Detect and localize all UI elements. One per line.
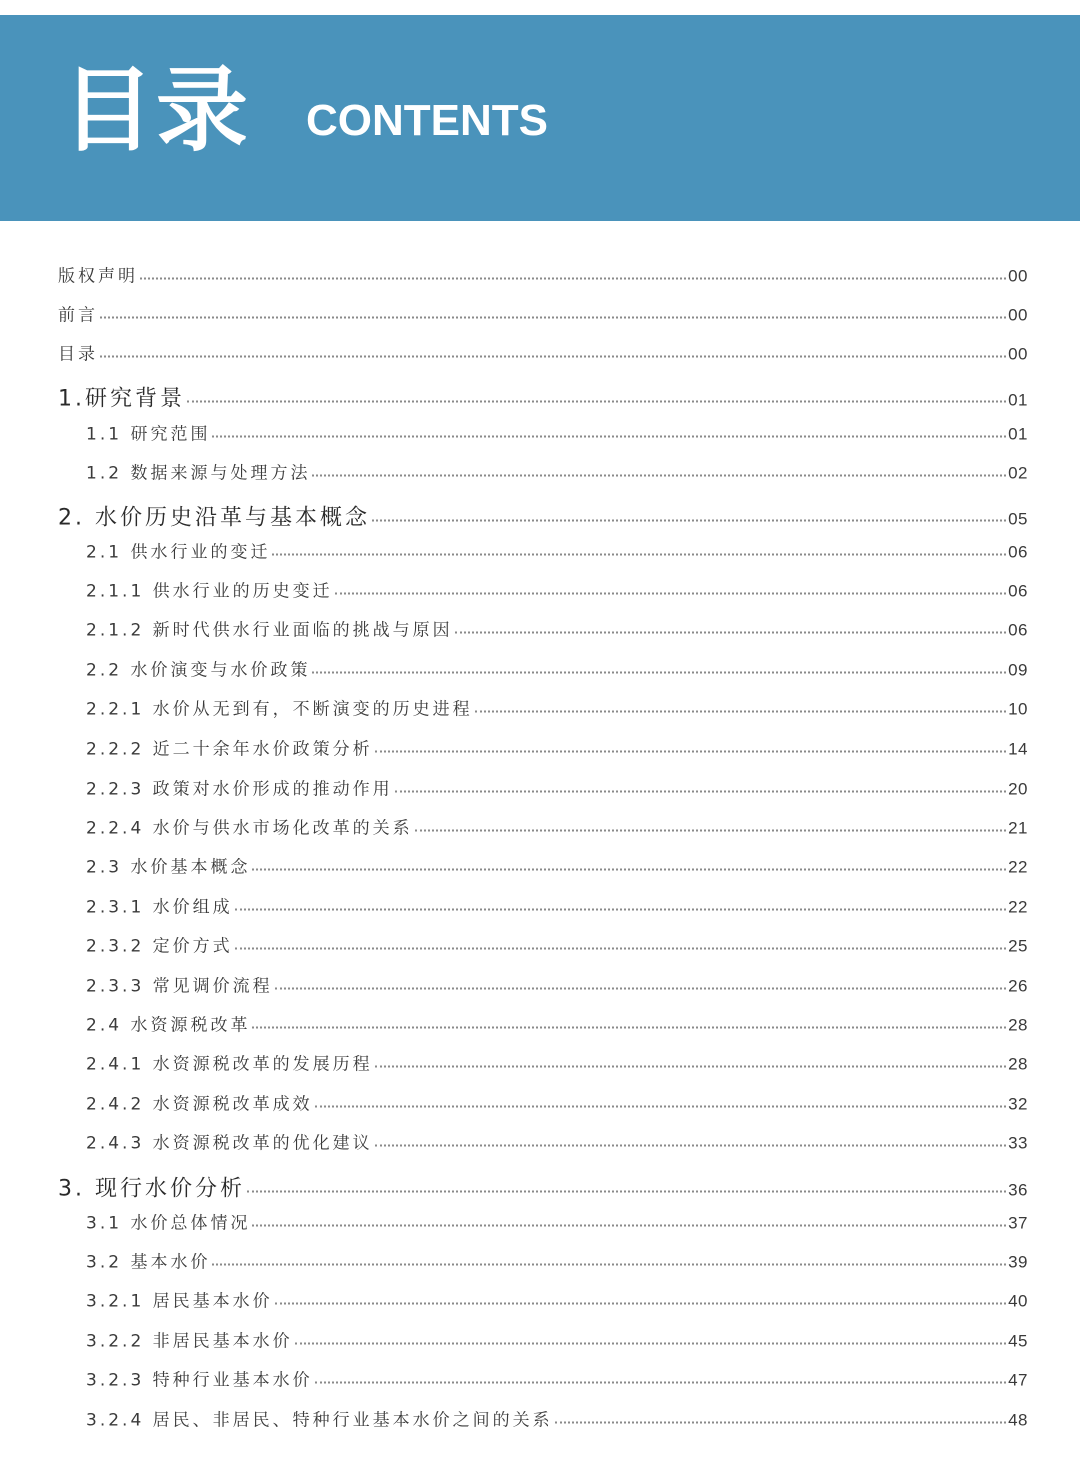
dot-leader — [212, 435, 1006, 437]
page-title: 目录 — [62, 57, 251, 164]
toc-entry-title: 2.3 水价基本概念 — [86, 857, 251, 878]
toc-entry-title: 3.2 基本水价 — [86, 1252, 211, 1273]
toc-entry-page-number: 01 — [1008, 390, 1028, 410]
toc-entry[interactable] — [58, 262, 1028, 287]
dot-leader — [235, 908, 1006, 910]
toc-entry-title: 2.2 水价演变与水价政策 — [86, 660, 311, 681]
toc-entry-title: 2.2.3 政策对水价形成的推动作用 — [86, 779, 393, 800]
dot-leader — [312, 474, 1006, 476]
dot-leader — [375, 750, 1006, 752]
toc-entry-title: 1.研究背景 — [58, 386, 185, 412]
toc-entry[interactable] — [86, 775, 1028, 800]
dot-leader — [187, 400, 1006, 402]
toc-entry-title: 前言 — [58, 305, 98, 326]
toc-entry[interactable] — [86, 893, 1028, 918]
toc-entry-title: 2.2.1 水价从无到有，不断演变的历史进程 — [86, 699, 473, 720]
toc-entry-title: 3. 现行水价分析 — [58, 1176, 245, 1202]
toc-entry-title: 2.3.3 常见调价流程 — [86, 976, 273, 997]
toc-entry-title: 2.4 水资源税改革 — [86, 1015, 251, 1036]
toc-entry[interactable] — [86, 616, 1028, 641]
toc-entry[interactable] — [86, 1209, 1028, 1234]
dot-leader — [252, 868, 1006, 870]
toc-entry[interactable] — [58, 1172, 1028, 1203]
dot-leader — [235, 947, 1006, 949]
dot-leader — [315, 1105, 1006, 1107]
toc-entry[interactable] — [86, 1050, 1028, 1075]
toc-entry[interactable] — [86, 932, 1028, 957]
toc-entry-page-number: 14 — [1008, 739, 1028, 759]
toc-entry-title: 2.4.3 水资源税改革的优化建议 — [86, 1133, 373, 1154]
toc-entry-page-number: 28 — [1008, 1054, 1028, 1074]
toc-entry[interactable] — [86, 420, 1028, 445]
toc-entry-title: 3.1 水价总体情况 — [86, 1213, 251, 1234]
dot-leader — [275, 987, 1006, 989]
toc-entry-title: 3.2.2 非居民基本水价 — [86, 1331, 293, 1352]
toc-entry[interactable] — [86, 814, 1028, 839]
dot-leader — [395, 790, 1006, 792]
toc-entry-title: 2.1.2 新时代供水行业面临的挑战与原因 — [86, 620, 453, 641]
toc-entry[interactable] — [86, 695, 1028, 720]
toc-entry[interactable] — [86, 1248, 1028, 1273]
dot-leader — [372, 519, 1006, 521]
toc-entry[interactable] — [58, 340, 1028, 365]
toc-entry-page-number: 22 — [1008, 857, 1028, 877]
toc-entry-page-number: 25 — [1008, 936, 1028, 956]
toc-entry-title: 2.1.1 供水行业的历史变迁 — [86, 581, 333, 602]
dot-leader — [375, 1065, 1006, 1067]
toc-entry-title: 版权声明 — [58, 266, 138, 287]
toc-entry-page-number: 06 — [1008, 581, 1028, 601]
toc-entry-page-number: 21 — [1008, 818, 1028, 838]
toc-entry[interactable] — [86, 1327, 1028, 1352]
toc-entry[interactable] — [86, 853, 1028, 878]
toc-entry-title: 2.3.1 水价组成 — [86, 897, 233, 918]
dot-leader — [335, 592, 1006, 594]
dot-leader — [272, 553, 1006, 555]
toc-entry-page-number: 06 — [1008, 620, 1028, 640]
dot-leader — [252, 1224, 1006, 1226]
toc-entry[interactable] — [86, 1129, 1028, 1154]
toc-entry-page-number: 32 — [1008, 1094, 1028, 1114]
toc-entry[interactable] — [86, 656, 1028, 681]
toc-entry-page-number: 28 — [1008, 1015, 1028, 1035]
toc-entry-page-number: 00 — [1008, 344, 1028, 364]
toc-entry-title: 3.2.1 居民基本水价 — [86, 1291, 273, 1312]
toc-entry[interactable] — [58, 501, 1028, 532]
toc-entry[interactable] — [86, 1366, 1028, 1391]
toc-entry-page-number: 36 — [1008, 1180, 1028, 1200]
toc-entry-title: 2. 水价历史沿革与基本概念 — [58, 505, 370, 531]
toc-entry-title: 2.4.2 水资源税改革成效 — [86, 1094, 313, 1115]
dot-leader — [475, 710, 1006, 712]
toc-entry-title: 2.2.4 水价与供水市场化改革的关系 — [86, 818, 413, 839]
toc-entry-page-number: 33 — [1008, 1133, 1028, 1153]
toc-entry[interactable] — [86, 538, 1028, 563]
toc-entry-page-number: 47 — [1008, 1370, 1028, 1390]
dot-leader — [212, 1263, 1006, 1265]
dot-leader — [140, 277, 1006, 279]
dot-leader — [315, 1381, 1006, 1383]
toc-entry-page-number: 06 — [1008, 542, 1028, 562]
toc-entry-title: 目录 — [58, 344, 98, 365]
toc-entry-title: 2.1 供水行业的变迁 — [86, 542, 271, 563]
toc-entry[interactable] — [86, 1011, 1028, 1036]
dot-leader — [252, 1026, 1006, 1028]
toc-entry-page-number: 10 — [1008, 699, 1028, 719]
dot-leader — [247, 1190, 1006, 1192]
toc-entry-title: 3.2.4 居民、非居民、特种行业基本水价之间的关系 — [86, 1410, 553, 1431]
toc-entry-page-number: 48 — [1008, 1410, 1028, 1430]
toc-entry[interactable] — [86, 972, 1028, 997]
dot-leader — [312, 671, 1006, 673]
toc-entry-page-number: 09 — [1008, 660, 1028, 680]
dot-leader — [415, 829, 1006, 831]
dot-leader — [100, 316, 1006, 318]
toc-entry[interactable] — [86, 1406, 1028, 1431]
dot-leader — [375, 1144, 1006, 1146]
toc-entry-page-number: 45 — [1008, 1331, 1028, 1351]
toc-entry-page-number: 20 — [1008, 779, 1028, 799]
toc-entry-title: 1.1 研究范围 — [86, 424, 211, 445]
toc-entry-title: 1.2 数据来源与处理方法 — [86, 463, 311, 484]
toc-entry-title: 2.2.2 近二十余年水价政策分析 — [86, 739, 373, 760]
toc-entry[interactable] — [58, 382, 1028, 413]
toc-entry-page-number: 37 — [1008, 1213, 1028, 1233]
toc-entry[interactable] — [86, 735, 1028, 760]
dot-leader — [295, 1342, 1006, 1344]
toc-entry-page-number: 00 — [1008, 266, 1028, 286]
toc-entry-page-number: 02 — [1008, 463, 1028, 483]
page-title-english: CONTENTS — [306, 96, 548, 145]
toc-entry[interactable] — [86, 577, 1028, 602]
toc-entry-page-number: 39 — [1008, 1252, 1028, 1272]
toc-entry-page-number: 05 — [1008, 509, 1028, 529]
toc-entry-title: 3.2.3 特种行业基本水价 — [86, 1370, 313, 1391]
toc-entry[interactable] — [86, 1090, 1028, 1115]
dot-leader — [275, 1302, 1006, 1304]
toc-entry-title: 2.4.1 水资源税改革的发展历程 — [86, 1054, 373, 1075]
toc-entry[interactable] — [86, 459, 1028, 484]
toc-entry[interactable] — [86, 1287, 1028, 1312]
toc-entry-title: 2.3.2 定价方式 — [86, 936, 233, 957]
dot-leader — [100, 355, 1006, 357]
toc-entry-page-number: 22 — [1008, 897, 1028, 917]
toc-entry-page-number: 26 — [1008, 976, 1028, 996]
dot-leader — [455, 631, 1006, 633]
dot-leader — [555, 1421, 1006, 1423]
toc-entry-page-number: 01 — [1008, 424, 1028, 444]
toc-entry-page-number: 00 — [1008, 305, 1028, 325]
toc-entry[interactable] — [58, 301, 1028, 326]
toc-entry-page-number: 40 — [1008, 1291, 1028, 1311]
